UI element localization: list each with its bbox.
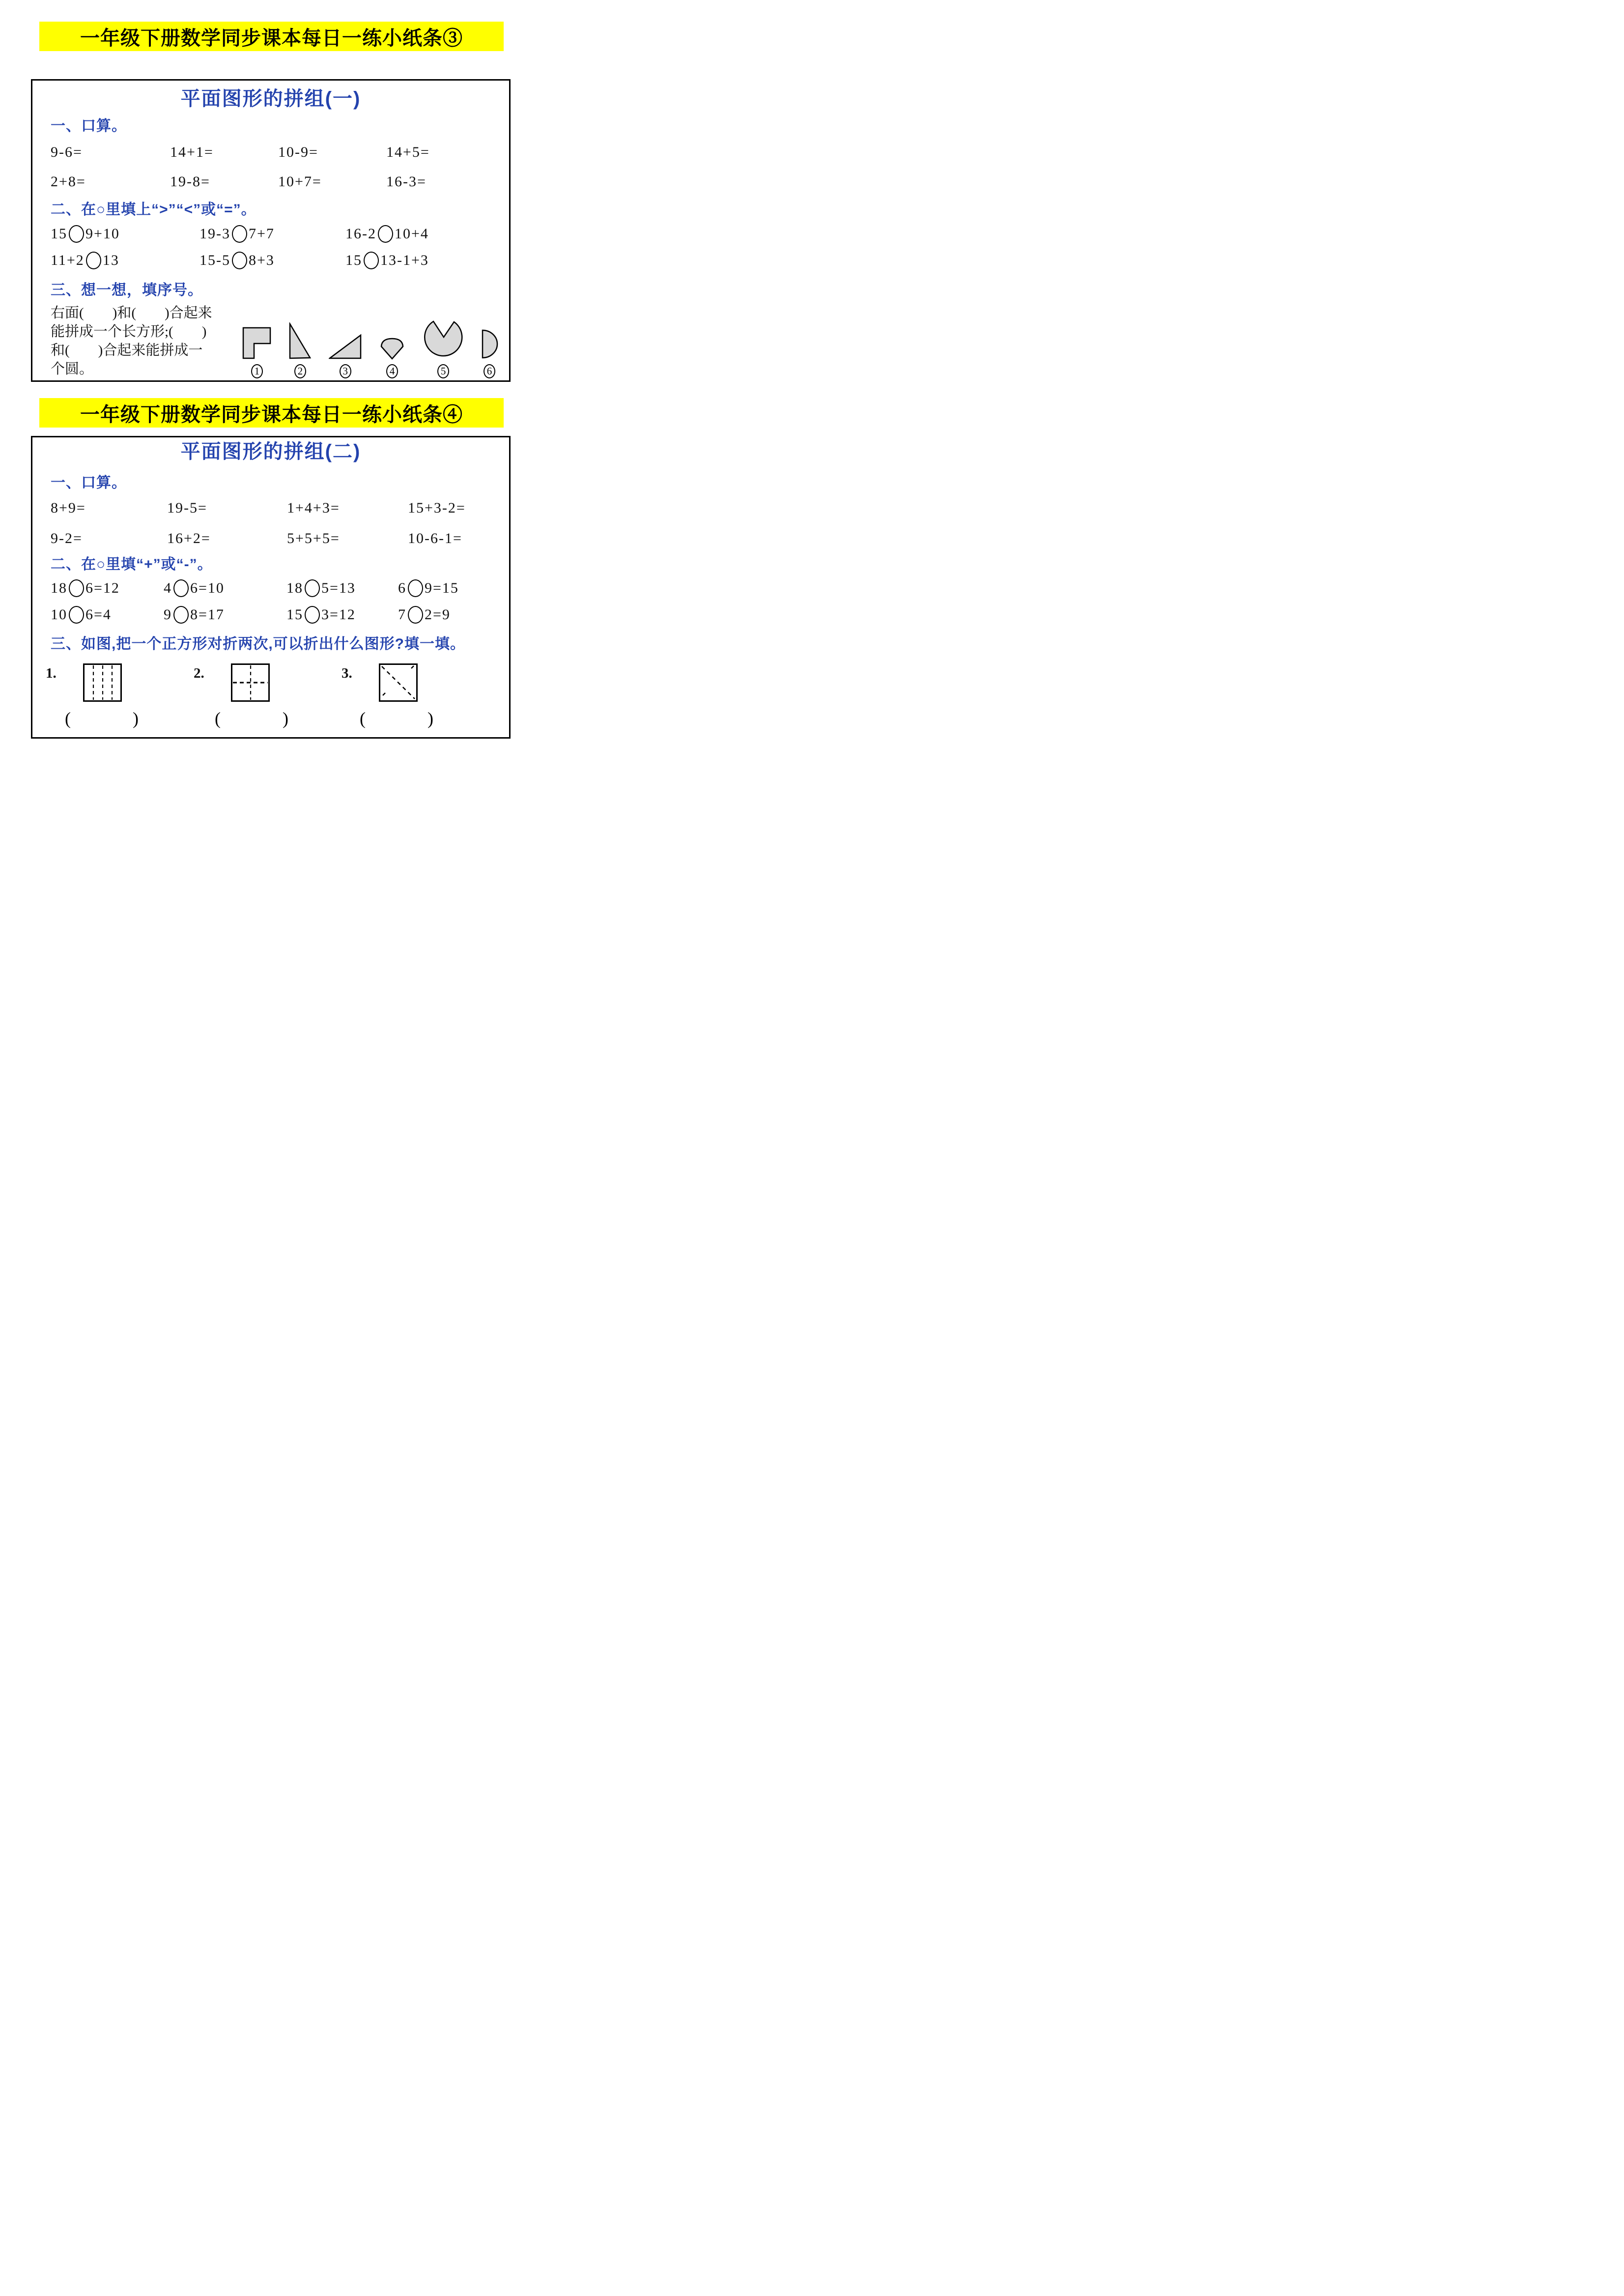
answer-circle (232, 252, 247, 269)
answer-circle (408, 579, 423, 597)
shape-number-badge: 6 (484, 364, 495, 378)
equation: 9-6= (51, 144, 83, 160)
paren-close: ) (133, 709, 139, 728)
equation-left: 18 (51, 580, 67, 596)
banner-slip-3 (39, 22, 504, 51)
compare-equation (345, 252, 509, 269)
equation-left: 15 (51, 226, 67, 242)
answer-blank (65, 709, 139, 728)
w2-fill-row-1 (32, 577, 509, 600)
think-question-text (51, 304, 237, 378)
w2-fold-figures (32, 663, 509, 702)
equation-right: 9+10 (85, 226, 120, 242)
w1-compare-heading: 二、在○里填上“>”“<”或“=”。 (51, 201, 256, 218)
compare-equation (199, 252, 345, 269)
equation: 14+5= (386, 144, 430, 160)
worksheet-2-title: 平面图形的拼组(二) (180, 441, 361, 462)
answer-circle (69, 606, 84, 624)
w1-oral-row-1 (32, 143, 509, 162)
worksheet-1-title: 平面图形的拼组(一) (180, 88, 361, 110)
equation: 10-6-1= (408, 530, 462, 546)
equation: 2+8= (51, 173, 86, 190)
compare-equation (51, 252, 199, 269)
w2-fold-answer-blanks (32, 709, 509, 728)
equation-right: 8=17 (190, 606, 225, 623)
paren-close: ) (427, 709, 433, 728)
equation: 5+5+5= (287, 530, 340, 546)
compare-equation (51, 225, 199, 243)
equation: 19-8= (170, 173, 210, 190)
shapes-strip (242, 304, 498, 378)
equation-right: 7+7 (249, 226, 275, 242)
banner-slip-3-text: 一年级下册数学同步课本每日一练小纸条③ (80, 27, 463, 49)
equation: 10+7= (278, 173, 322, 190)
equation-right: 13-1+3 (380, 252, 429, 268)
fill-equation (51, 606, 164, 624)
think-line: 右面( )和( )合起来 (51, 305, 212, 321)
answer-circle (378, 225, 393, 243)
answer-circle (408, 606, 423, 624)
shape-number-badge: 3 (340, 364, 351, 378)
equation-right: 8+3 (249, 252, 275, 268)
w1-compare-row-2 (32, 250, 509, 271)
equation-right: 9=15 (425, 580, 459, 596)
w2-oral-row-1 (32, 498, 509, 518)
compare-equation (345, 225, 509, 243)
paren-open: ( (65, 709, 71, 728)
fold-item-label: 1. (46, 665, 57, 681)
equation-right: 6=4 (85, 606, 112, 623)
fill-equation (164, 606, 286, 624)
tall-right-triangle-icon (288, 322, 312, 360)
shape-number-badge: 2 (294, 364, 306, 378)
answer-blank (360, 709, 433, 728)
equation: 16-3= (386, 173, 427, 190)
answer-circle (364, 252, 379, 269)
shape-item-5 (423, 319, 464, 378)
answer-circle (69, 225, 84, 243)
equation: 14+1= (170, 144, 214, 160)
worksheet-2-box (31, 436, 511, 739)
w2-oral-heading: 一、口算。 (51, 475, 127, 491)
answer-circle (305, 606, 320, 624)
shape-item-2 (288, 322, 312, 378)
worksheet-1-box (31, 79, 511, 382)
answer-blank (215, 709, 288, 728)
equation-left: 15 (286, 606, 303, 623)
answer-circle (69, 579, 84, 597)
w2-fill-heading: 二、在○里填“+”或“-”。 (51, 556, 213, 573)
equation: 15+3-2= (408, 500, 466, 516)
w1-oral-row-2 (32, 172, 509, 192)
w2-fold-heading: 三、如图,把一个正方形对折两次,可以折出什么图形?填一填。 (51, 636, 465, 652)
think-line: 和( )合起来能拼成一 (51, 343, 203, 358)
answer-circle (232, 225, 247, 243)
l-shape-icon (242, 326, 272, 360)
equation: 19-5= (167, 500, 207, 516)
equation-left: 4 (164, 580, 172, 596)
w1-think-content (32, 304, 509, 378)
w1-think-heading: 三、想一想，填序号。 (51, 282, 203, 298)
equation: 10-9= (278, 144, 318, 160)
half-circle-icon (481, 328, 498, 360)
equation-right: 10+4 (395, 226, 429, 242)
shape-item-4 (378, 338, 406, 378)
answer-circle (173, 606, 189, 624)
fill-equation (51, 579, 164, 597)
fill-equation (398, 579, 509, 597)
equation: 9-2= (51, 530, 83, 546)
fill-equation (398, 606, 509, 624)
diagonal-fold-line-square-icon (379, 663, 418, 702)
shape-item-6 (481, 328, 498, 378)
equation-left: 15 (345, 252, 362, 268)
fill-equation (164, 579, 286, 597)
shape-number-badge: 5 (437, 364, 449, 378)
equation-left: 16-2 (345, 226, 376, 242)
w1-oral-heading: 一、口算。 (51, 118, 127, 134)
answer-circle (86, 252, 101, 269)
shape-item-1 (242, 326, 272, 378)
w2-oral-row-2 (32, 529, 509, 548)
equation-left: 19-3 (199, 226, 230, 242)
equation-right: 3=12 (321, 606, 356, 623)
equation-left: 11+2 (51, 252, 85, 268)
shape-number-badge: 4 (386, 364, 398, 378)
equation-left: 7 (398, 606, 406, 623)
compare-equation (199, 225, 345, 243)
shape-number-badge: 1 (251, 364, 263, 378)
answer-circle (305, 579, 320, 597)
equation: 8+9= (51, 500, 86, 516)
fill-equation (286, 606, 398, 624)
fold-item-label: 3. (342, 665, 352, 681)
equation-right: 6=12 (85, 580, 120, 596)
equation-left: 6 (398, 580, 406, 596)
equation-right: 2=9 (425, 606, 451, 623)
right-triangle-icon (329, 333, 362, 360)
notched-circle-icon (423, 319, 464, 360)
paren-open: ( (360, 709, 366, 728)
worksheet-page (0, 0, 541, 765)
equation: 16+2= (167, 530, 211, 546)
think-line: 个圆。 (51, 361, 94, 377)
fill-equation (286, 579, 398, 597)
cross-fold-lines-square-icon (231, 663, 270, 702)
w1-compare-row-1 (32, 223, 509, 245)
fold-item-label: 2. (194, 665, 204, 681)
banner-slip-4-text: 一年级下册数学同步课本每日一练小纸条④ (80, 403, 463, 426)
equation-left: 10 (51, 606, 67, 623)
equation: 1+4+3= (287, 500, 340, 516)
equation-right: 5=13 (321, 580, 356, 596)
shape-item-3 (329, 333, 362, 378)
w2-fill-row-2 (32, 603, 509, 626)
equation-left: 18 (286, 580, 303, 596)
equation-right: 13 (102, 252, 119, 268)
three-vertical-fold-lines-square-icon (83, 663, 122, 702)
paren-open: ( (215, 709, 221, 728)
paren-close: ) (283, 709, 288, 728)
equation-right: 6=10 (190, 580, 225, 596)
fan-sector-icon (378, 338, 406, 360)
think-line: 能拼成一个长方形;( ) (51, 324, 207, 340)
answer-circle (173, 579, 189, 597)
banner-slip-4 (39, 398, 504, 428)
equation-left: 15-5 (199, 252, 230, 268)
equation-left: 9 (164, 606, 172, 623)
